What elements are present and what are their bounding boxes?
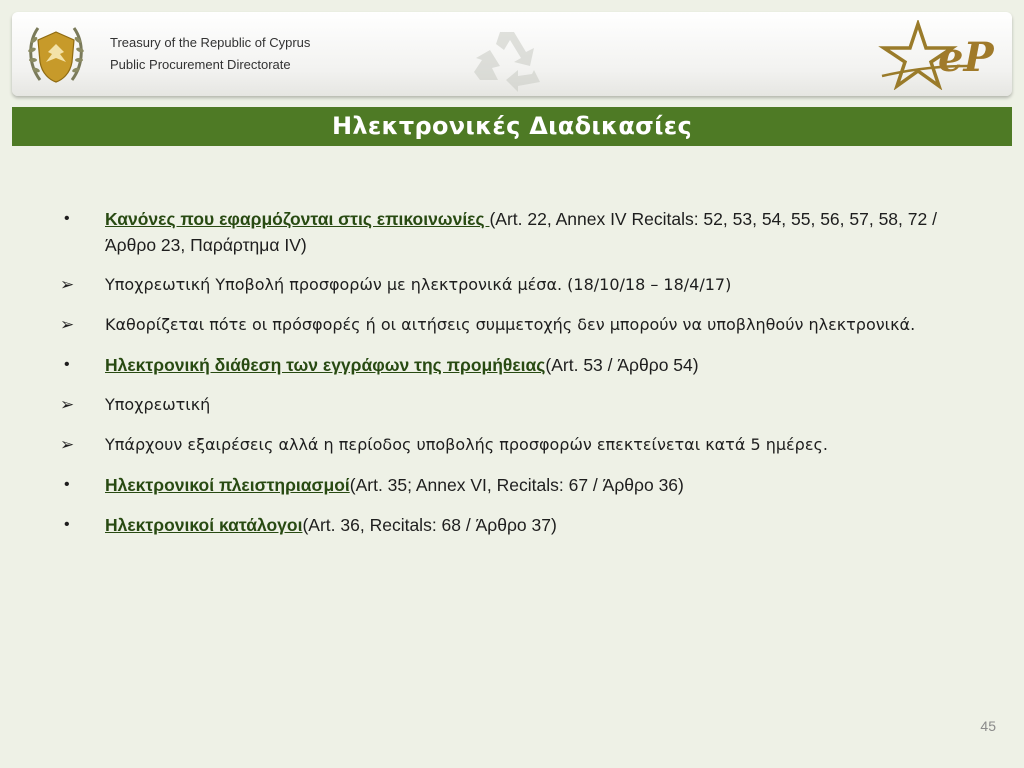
item-text: Υποχρεωτική Υποβολή προσφορών με ηλεκτρονικά μέσα. (18/10/18 – 18/4/17) <box>105 275 732 294</box>
org-line-2: Public Procurement Directorate <box>110 57 291 72</box>
link-communication-rules[interactable]: Κανόνες που εφαρμόζονται στις επικοινωνίες <box>105 209 490 229</box>
item-text: (Art. 36, Recitals: 68 / Άρθρο 37) <box>302 515 557 535</box>
cyprus-emblem-icon <box>24 22 88 90</box>
link-electronic-catalogues[interactable]: Ηλεκτρονικοί κατάλογοι <box>105 515 303 535</box>
slide-title: Ηλεκτρονικές Διαδικασίες <box>12 107 1012 146</box>
bullet-marker: • <box>64 516 70 533</box>
recycle-icon <box>470 26 552 92</box>
slide-content <box>60 206 970 538</box>
item-text: (Art. 22, Annex IV Recitals: 52, 53, 54, 55, 56, 57, 58, 72 / Άρθρο 23, Παράρτημα IV) <box>105 209 937 255</box>
list-item-mandatory <box>60 392 970 418</box>
org-line-1: Treasury of the Republic of Cyprus <box>110 35 311 50</box>
item-text: (Art. 53 / Άρθρο 54) <box>545 355 699 375</box>
link-electronic-auctions[interactable]: Ηλεκτρονικοί πλειστηριασμοί <box>105 475 350 495</box>
list-item-electronic-auctions <box>60 472 970 498</box>
item-text: (Art. 35; Annex VI, Recitals: 67 / Άρθρο 36) <box>349 475 684 495</box>
arrow-bullet-icon: ➢ <box>60 315 75 335</box>
organization-name <box>110 32 310 76</box>
bullet-marker: • <box>64 210 70 227</box>
page-number: 45 <box>980 718 996 734</box>
arrow-bullet-icon: ➢ <box>60 275 75 295</box>
item-text: Υπάρχουν εξαιρέσεις αλλά η περίοδος υποβολής προσφορών επεκτείνεται κατά 5 ημέρες. <box>105 435 828 454</box>
list-item-mandatory-submission <box>60 272 970 298</box>
ep-logo-text: eP <box>938 34 994 81</box>
list-item-communication-rules <box>60 206 970 258</box>
bullet-marker: • <box>64 356 70 373</box>
list-item-electronic-catalogues <box>60 512 970 538</box>
list-item-electronic-availability <box>60 352 970 378</box>
list-item-exceptions-extension <box>60 432 970 458</box>
list-item-exceptions-submission <box>60 312 970 338</box>
item-text: Καθορίζεται πότε οι πρόσφορές ή οι αιτήσεις συμμετοχής δεν μπορούν να υποβληθούν ηλεκτρονικά. <box>105 315 916 334</box>
arrow-bullet-icon: ➢ <box>60 395 75 415</box>
header <box>12 12 1012 96</box>
link-electronic-availability[interactable]: Ηλεκτρονική διάθεση των εγγράφων της προμήθειας <box>105 355 546 375</box>
bullet-marker: • <box>64 476 70 493</box>
arrow-bullet-icon: ➢ <box>60 435 75 455</box>
item-text: Υποχρεωτική <box>105 395 211 414</box>
